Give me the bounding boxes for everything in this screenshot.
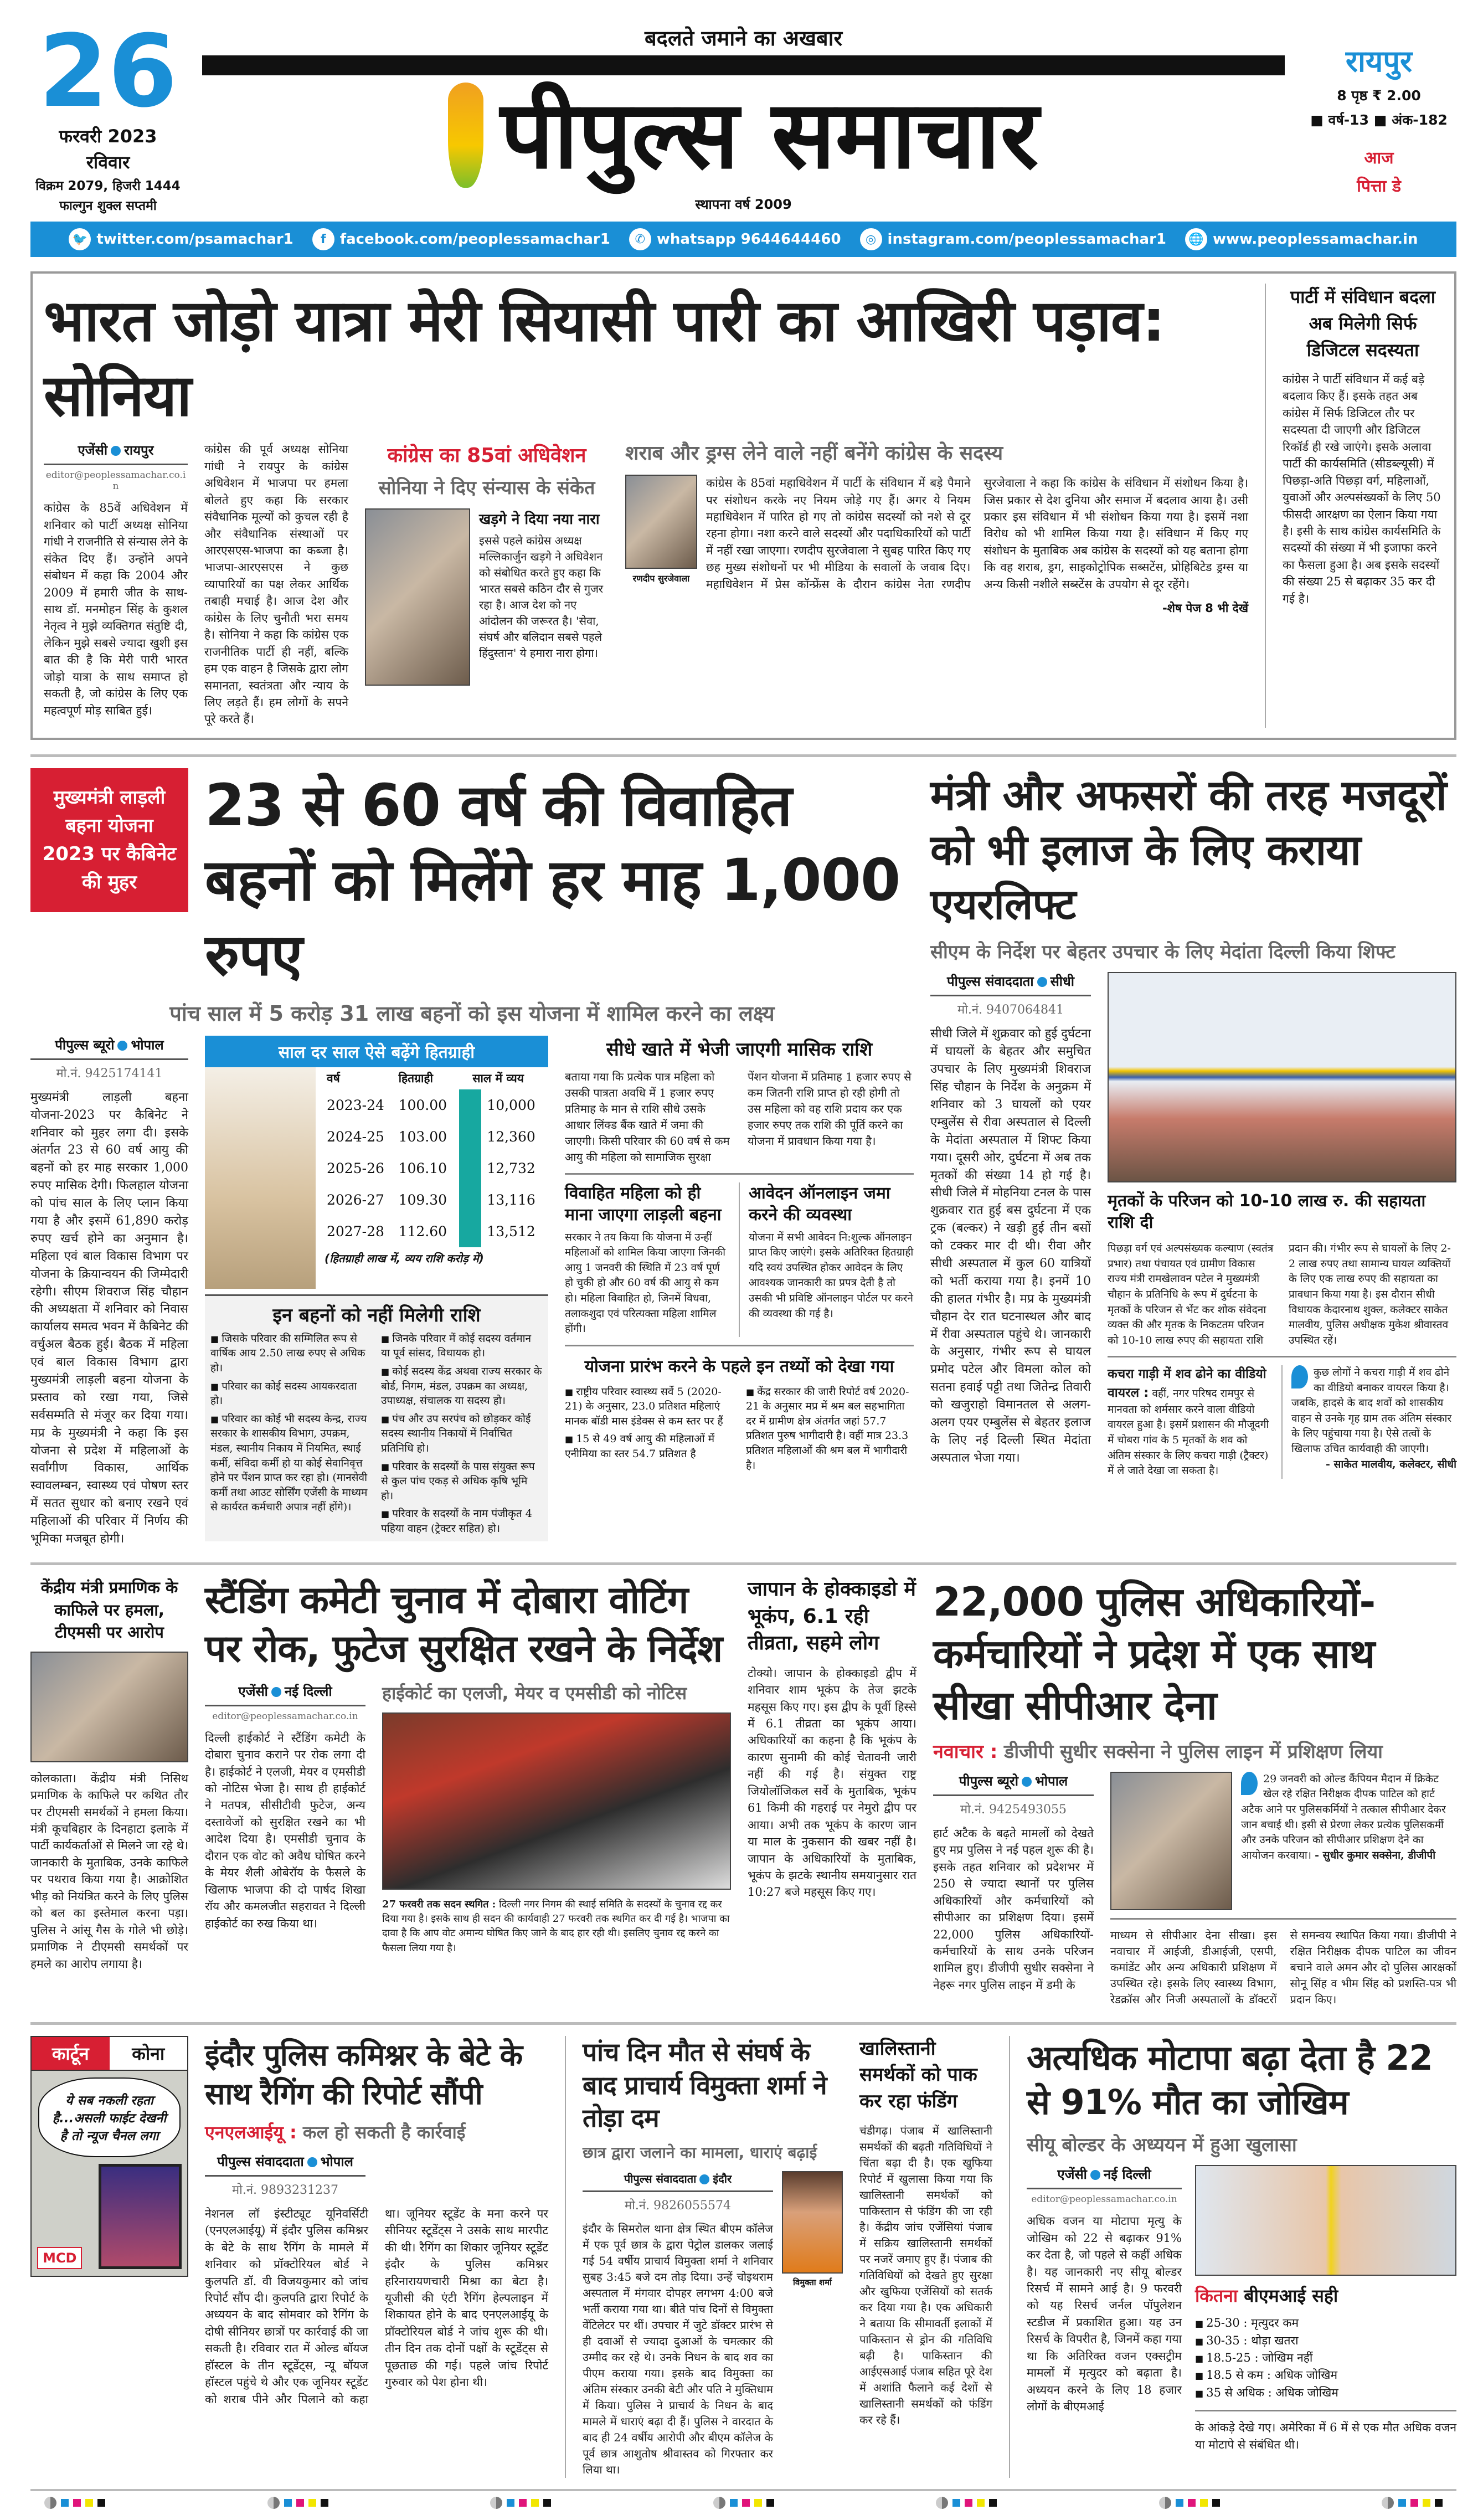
social-bar bbox=[30, 222, 1456, 257]
beneficiary-table-box bbox=[205, 1036, 548, 1289]
nlu-body: नेशनल लॉ इंस्टीट्यूट यूनिवर्सिटी (एनएलआईयू) में इंदौर पुलिस कमिश्नर के बेटे के साथ रैगिंग के मामले में शनिवार को प्रॉक्टोरियल बोर्ड ने कुलपति डॉ. वी विजयकुमार को जांच रिपोर्ट सौंप दी। कुलपति द्वारा रिपोर्ट के अध्ययन के बाद सोमवार को रैगिंग के दोषी सीनियर छात्रों पर कार्रवाई की जा सकती है। रविवार रात में ओल्ड बॉयज हॉस्टल के तीन स्टूडेंट्स, न्यू बॉयज हॉस्टल पहुंचे थे और एक जूनियर स्टूडेंट को शराब पीने और पिलाने को कहा था। जूनियर स्टूडेंट के मना करने पर सीनियर स्टूडेंट्स ने उसके साथ मारपीट की थी। रैगिंग का शिकार जूनियर स्टूडेंट इंदौर के पुलिस कमिश्नर हरिनारायणचारी मिश्रा का बेटा है। यूजीसी की एंटी रैगिंग हेल्पलाइन में शिकायत होने के बाद एनएलआईयू के प्रॉक्टोरियल बोर्ड ने जांच शुरू की थी। तीन दिन तक दोनों पक्षों के स्टूडेंट्स से पूछताछ की गई। पहले जांच रिपोर्ट गुरुवार को पेश होना थी। bbox=[205, 2207, 548, 2406]
byline-mobile: मो.नं. 9893231237 bbox=[231, 2183, 338, 2197]
tv-screen-illustration bbox=[99, 2164, 182, 2269]
color-registration-mark bbox=[936, 2497, 997, 2509]
byline-mobile: मो.नं. 9425493055 bbox=[960, 1802, 1067, 1817]
registration-marks bbox=[30, 2497, 1456, 2509]
lead-byline bbox=[44, 441, 188, 492]
airlift-story bbox=[930, 768, 1456, 1479]
quote-attribution: - साकेत मालवीय, कलेक्टर, सीधी bbox=[1326, 1458, 1456, 1470]
quote-text: 29 जनवरी को ओल्ड कैंपियन मैदान में क्रिकेट खेल रहे रक्षित निरीक्षक दीपक पाटिल को हार्ट अटैक आने पर पुलिसकर्मियों ने तत्काल सीपीआर देकर जान बचाई थी। इसी से प्रेरणा लेकर प्रत्येक पुलिसकर्मी और उनके परिजन को सीपीआर प्रशिक्षण देने का आयोजन करवाया। bbox=[1241, 1772, 1446, 1861]
air-ambulance-photo bbox=[1108, 972, 1456, 1182]
cartoon-label-red: कार्टून bbox=[32, 2037, 110, 2070]
byline-agency: पीपुल्स संवाददाता bbox=[624, 2172, 697, 2185]
ladli-col1 bbox=[30, 1036, 188, 1548]
married-head: विवाहित महिला को ही माना जाएगा लाड़ली बहना bbox=[565, 1183, 722, 1225]
principal-headline[interactable]: पांच दिन मौत से संघर्ष के बाद प्राचार्य विमुक्ता शर्मा ने तोड़ा दम bbox=[583, 2036, 827, 2133]
khalistan-story bbox=[859, 2036, 992, 2428]
collector-quote bbox=[1291, 1365, 1456, 1472]
lead-kicker-red: कांग्रेस का 85वां अधिवेशन bbox=[387, 444, 586, 467]
today-value: पित्ता डे bbox=[1357, 177, 1401, 196]
lead-columns bbox=[44, 441, 1248, 727]
established: स्थापना वर्ष 2009 bbox=[695, 196, 792, 212]
vikram-samvat: विक्रम 2079, हिजरी 1444 bbox=[35, 179, 181, 193]
color-registration-mark bbox=[267, 2497, 328, 2509]
table-row bbox=[325, 1089, 548, 1121]
waist-measure-photo bbox=[1195, 2165, 1456, 2276]
divider bbox=[565, 1173, 914, 1175]
side-body: कांग्रेस ने पार्टी संविधान में कई बड़े बदलाव किए हैं। इसके तहत अब कांग्रेस में सिर्फ डिजिटल तौर पर सदस्यता दी जाएगी और डिजिटल रिकॉर्ड ही रखे जाएंगे। इसके अलावा पार्टी की कार्यसमिति (सीडब्ल्यूसी) में पिछड़ा-अति पिछड़ा वर्ग, महिलाओं, युवाओं और अल्पसंख्यकों के लिए 50 फीसदी आरक्षण का ऐलान किया गया है। इसी के साथ कांग्रेस कार्यसमिति के सदस्यों की संख्या में भी इजाफा करने का फैसला हुआ है। अब इसके सदस्यों की संख्या 25 से बढ़ाकर 35 कर दी गई है। bbox=[1283, 373, 1441, 605]
list-item: ■ परिवार के सदस्यों के पास संयुक्त रूप से कुल पांच एकड़ से अधिक कृषि भूमि हो। bbox=[381, 1459, 543, 1504]
kharge-head: खड़गे ने दिया नया नारा bbox=[479, 511, 600, 528]
byline-agency: पीपुल्स ब्यूरो bbox=[959, 1773, 1018, 1789]
lead-story-box bbox=[30, 271, 1456, 740]
excluded-list bbox=[210, 1331, 543, 1536]
globe-icon: 🌐 bbox=[1185, 228, 1207, 250]
police-body: हार्ट अटैक के बढ़ते मामलों को देखते हुए मप्र पुलिस ने नई पहल शुरू की है। इसके तहत शनिवार को प्रदेशभर में 250 से ज्यादा स्थानों पर पुलिस अधिकारियों और कर्मचारियों को सीपीआर का प्रशिक्षण दिया। इसमें 22,000 पुलिस अधिकारियों-कर्मचारियों के साथ उनके परिजन शामिल हुए। डीजीपी सुधीर सक्सेना ने नेहरू नगर पुलिस लाइन में डमी के bbox=[933, 1826, 1094, 1992]
drugs-body: कांग्रेस के 85वां महाधिवेशन में पार्टी के संविधान में बड़े पैमाने पर संशोधन करके नए नियम जोड़े गए हैं। अगर ये नियम महाधिवेशन में पारित हो गए तो कांग्रेस सदस्यों को नशे से दूर रहना होगा। नशा करने वाले सदस्यों और पदाधिकारियों को पार्टी में नहीं रखा जाएगा। रणदीप सुरजेवाला ने सुबह पारित किए गए छह मुख्य संशोधनों पर भी मीडिया के सवालों के जवाब दिए। महाधिवेशन में प्रेस कॉन्फ्रेंस के दौरान कांग्रेस नेता रणदीप सुरजेवाला ने कहा कि कांग्रेस के संविधान में संशोधन किया है। जिस प्रकार से देश दुनिया और समाज में बदलाव आया है। उसी प्रकार इस संविधान में भी संशोधन किया गया है। इसमें नशा विरोध को भी शामिल किया गया है। संविधान में किए गए संशोधन के मुताबिक अब कांग्रेस के सदस्यों को यह बताना होगा कि वह शराब, ड्रग, साइकोट्रोपिक सब्सटेंस, प्रोहिबिटेड ड्रग्स या अन्य किसी नशीले सब्स्टेंस के उपयोग से दूर रहेंगे। bbox=[706, 476, 1248, 591]
cartoon-box bbox=[30, 2036, 188, 2277]
list-item: ■ 25-30 : मृत्युदर कम bbox=[1195, 2315, 1456, 2331]
ladli-top bbox=[30, 768, 914, 993]
list-item: ■ 30-35 : थोड़ा खतरा bbox=[1195, 2333, 1456, 2349]
mcd-house-photo bbox=[382, 1712, 731, 1890]
whatsapp-icon: ✆ bbox=[629, 228, 651, 250]
online-head: आवेदन ऑनलाइन जमा करने की व्यवस्था bbox=[749, 1183, 890, 1225]
surjewala-photo-block bbox=[625, 475, 697, 584]
byline-city: भोपाल bbox=[320, 2153, 353, 2169]
aid-head: मृतकों के परिजन को 10-10 लाख रु. की सहायता राशि दी bbox=[1108, 1191, 1426, 1233]
obesity-headline[interactable]: अत्यधिक मोटापा बढ़ा देता है 22 से 91% मौत का जोखिम bbox=[1027, 2037, 1433, 2123]
byline-agency: एजेंसी bbox=[1057, 2167, 1087, 2183]
khalistan-body: चंडीगढ़। पंजाब में खालिस्तानी समर्थकों की बढ़ती गतिविधियों ने चिंता बढ़ा दी है। एक खुफिया रिपोर्ट में खुलासा किया गया कि खालिस्तानी समर्थकों को पाकिस्तान से फंडिंग की जा रही है। केंद्रीय जांच एजेंसियां पंजाब में सक्रिय खालिस्तानी समर्थकों पर नजरें जमाए हुए हैं। पंजाब की गतिविधियों को देखते हुए सुरक्षा और खुफिया एजेंसियों को सतर्क कर दिया गया है। एक अधिकारी ने बताया कि सीमावर्ती इलाकों में पाकिस्तान से ड्रोन की गतिविधि बढ़ी है। पाकिस्तान की आईएसआई पंजाब सहित पूरे देश में अशांति फैलाने कई देशों से खालिस्तानी समर्थकों को फंडिंग कर रहे हैं। bbox=[859, 2123, 992, 2426]
airlift-col2 bbox=[1108, 972, 1456, 1478]
caption-bold: 27 फरवरी तक सदन स्थगित : bbox=[382, 1899, 496, 1911]
byline-agency: पीपुल्स संवाददाता bbox=[217, 2153, 304, 2169]
cm-photo bbox=[205, 1067, 316, 1289]
today-label: आज bbox=[1364, 148, 1394, 168]
divider bbox=[565, 1345, 914, 1346]
standing-subhead: हाईकोर्ट का एलजी, मेयर व एमसीडी को नोटिस bbox=[382, 1682, 687, 1704]
list-item: ■ 35 से अधिक : अधिक जोखिम bbox=[1195, 2385, 1456, 2401]
facts-list bbox=[565, 1385, 914, 1473]
table-row bbox=[325, 1153, 548, 1184]
standing-headline[interactable]: स्टैंडिंग कमेटी चुनाव में दोबारा वोटिंग पर रोक, फुटेज सुरक्षित रखने के निर्देश bbox=[205, 1578, 723, 1672]
lead-kicker-gray: सोनिया ने दिए संन्यास के संकेत bbox=[378, 477, 595, 500]
list-item: ■ परिवार का कोई भी सदस्य केन्द्र, राज्य सरकार के शासकीय विभाग, उपक्रम, मंडल, स्थानीय निकाय में नियमित, स्थाई कर्मी, संविदा कर्मी हो या कोई सेवानिवृत्त होने पर पेंशन प्राप्त कर रहा हो। (मानसेवी कर्मी तथा आउट सोर्सिंग एजेंसी के माध्यम से कार्यरत कर्मचारी अपात्र नहीं होंगे)। bbox=[210, 1412, 372, 1515]
social-link-text: whatsapp 9644644460 bbox=[656, 231, 841, 248]
quote-icon bbox=[1291, 1365, 1308, 1388]
table-cell: 106.10 bbox=[398, 1160, 447, 1176]
lead-col3 bbox=[365, 441, 609, 685]
police-byline bbox=[933, 1772, 1094, 1817]
list-item: ■ राष्ट्रीय परिवार स्वास्थ्य सर्वे 5 (2020-21) के अनुसार, 23.0 प्रतिशत महिलाएं मानक बॉडी मास इंडेक्स से कम स्तर पर हैं bbox=[565, 1385, 733, 1429]
tmc-headline[interactable]: केंद्रीय मंत्री प्रमाणिक के काफिले पर हमला, टीएमसी पर आरोप bbox=[40, 1577, 178, 1642]
tithi: फाल्गुन शुक्ल सप्तमी bbox=[59, 199, 157, 213]
ladli-col3 bbox=[565, 1036, 914, 1473]
divider bbox=[1009, 2036, 1010, 2478]
excluded-head: इन बहनों को नहीं मिलेगी राशि bbox=[272, 1304, 481, 1326]
list-item: ■ जिसके परिवार की सम्मिलित रूप से वार्षिक आय 2.50 लाख रुपए से अधिक हो। bbox=[210, 1331, 372, 1376]
masthead-logo[interactable] bbox=[202, 55, 1285, 192]
edition-city: रायपुर bbox=[1345, 44, 1413, 79]
lead-body-col1: कांग्रेस के 85वें अधिवेशन में शनिवार को पार्टी अध्यक्ष सोनिया गांधी ने राजनीति से संन्यास लेने के संकेत दिए हैं। उन्होंने अपने संबोधन में कहा कि 2004 और 2009 में हमारी जीत के साथ-साथ डॉ. मनमोहन सिंह के कुशल नेतृत्व ने मुझे व्यक्तिगत संतुष्टि दी, लेकिन मुझे सबसे ज्यादा खुशी इस बात की है कि मेरी पारी भारत जोड़ो यात्रा के साथ समाप्त हो सकती है, जो कांग्रेस के लिए एक महत्वपूर्ण मोड़ साबित हुई। bbox=[44, 501, 188, 717]
photo-caption: रणदीप सुरजेवाला bbox=[632, 573, 690, 584]
byline-email[interactable]: editor@peoplessamachar.co.in bbox=[45, 470, 186, 492]
byline-city: रायपुर bbox=[124, 443, 154, 459]
instagram-icon: ◎ bbox=[860, 228, 882, 250]
standing-columns bbox=[205, 1682, 731, 1956]
table-cell: 12,732 bbox=[470, 1153, 548, 1184]
police-body-2: माध्यम से सीपीआर देना सीखा। इस नवाचार में आईजी, डीआईजी, एसपी, कमांडेंट और अन्य अधिकारी प्रशिक्षण में उपस्थित रहे। इसके लिए स्वास्थ्य विभाग, रेडक्रॉस और निजी अस्पतालों के डॉक्टरों से समन्वय स्थापित किया गया। डीजीपी ने रक्षित निरीक्षक दीपक पाटिल का जीवन बचाने वाले अमन और दो पुलिस आरक्षकों सोनू सिंह व भीम सिंह को प्रशस्ति-पत्र भी प्रदान किए। bbox=[1110, 1928, 1456, 2006]
weekday: रविवार bbox=[86, 152, 130, 173]
khalistan-headline[interactable]: खालिस्तानी समर्थकों को पाक कर रहा फंडिंग bbox=[859, 2037, 977, 2113]
table-cell: 109.30 bbox=[398, 1191, 447, 1208]
video-body: वहीं, नगर परिषद रामपुर से मानवता को शर्मसार करने वाला वीडियो वायरल हुआ है। इसमें प्रशासन की मौजूदगी में चोबरा गांव के 5 मृतकों के शव को अंतिम संस्कार के लिए कचरा गाड़ी (ट्रैक्टर) में ले जाते देखा जा सकता है। bbox=[1108, 1387, 1269, 1477]
facts-head: योजना प्रारंभ करने के पहले इन तथ्यों को देखा गया bbox=[584, 1356, 894, 1376]
lead-main bbox=[44, 284, 1248, 728]
subhead-text: कल हो सकती है कार्रवाई bbox=[302, 2122, 466, 2143]
vimukta-sharma-photo bbox=[782, 2171, 843, 2274]
nlu-subhead bbox=[205, 2121, 548, 2144]
facebook-icon: f bbox=[312, 228, 334, 250]
byline-city: नई दिल्ली bbox=[284, 1683, 332, 1699]
byline-mobile: मो.नं. 9407064841 bbox=[957, 1003, 1064, 1017]
byline-city: इंदौर bbox=[713, 2172, 732, 2185]
mcd-sign: MCD bbox=[37, 2247, 82, 2269]
divider bbox=[1108, 1356, 1456, 1357]
cartoon-label: कोना bbox=[110, 2037, 188, 2070]
byline-city: नई दिल्ली bbox=[1103, 2167, 1151, 2183]
byline-city: सीधी bbox=[1050, 974, 1074, 990]
pages-price: 8 पृष्ठ ₹ 2.00 bbox=[1337, 88, 1421, 104]
airlift-col1 bbox=[930, 972, 1091, 1467]
airlift-byline bbox=[930, 972, 1091, 1017]
list-item: ■ जिनके परिवार में कोई सदस्य वर्तमान या पूर्व सांसद, विधायक हो। bbox=[381, 1331, 543, 1361]
divider bbox=[565, 2036, 566, 2478]
airlift-subhead: सीएम के निर्देश पर बेहतर उपचार के लिए मेदांता दिल्ली किया शिफ्ट bbox=[930, 941, 1396, 964]
japan-headline[interactable]: जापान के होक्काइडो में भूकंप, 6.1 रही तीव्रता, सहमे लोग bbox=[748, 1577, 916, 1655]
date-month-year: फरवरी 2023 bbox=[59, 126, 157, 147]
dgp-quote bbox=[1241, 1772, 1456, 1863]
police-story bbox=[933, 1576, 1456, 2008]
table-cell: 2027-28 bbox=[327, 1223, 384, 1240]
police-subhead bbox=[933, 1740, 1456, 1764]
social-link-text: facebook.com/peoplessamachar1 bbox=[339, 231, 610, 248]
table-cell: 2026-27 bbox=[327, 1191, 384, 1208]
bmi-head-text: बीएमआई सही bbox=[1244, 2285, 1338, 2307]
ladli-story bbox=[30, 768, 914, 1548]
color-registration-mark bbox=[490, 2497, 551, 2509]
airlift-headline[interactable]: मंत्री और अफसरों की तरह मजदूरों को भी इलाज के लिए कराया एयरलिफ्ट bbox=[930, 770, 1446, 929]
table-cell: 13,116 bbox=[470, 1184, 548, 1216]
social-link[interactable] bbox=[69, 228, 293, 250]
byline-city: भोपाल bbox=[1034, 1773, 1068, 1789]
table-cell: 13,512 bbox=[470, 1216, 548, 1247]
divider bbox=[739, 1182, 740, 1337]
list-item: ■ 15 से 49 वर्ष आयु की महिलाओं में एनीमिया का स्तर 54.7 प्रतिशत है bbox=[565, 1432, 733, 1461]
bmi-head-red: कितना bbox=[1195, 2285, 1238, 2307]
table-row bbox=[325, 1121, 548, 1153]
table-title: साल दर साल ऐसे बढ़ेंगे हितग्राही bbox=[205, 1036, 548, 1067]
standing-body: दिल्ली हाईकोर्ट ने स्टैंडिंग कमेटी के दोबारा चुनाव कराने पर रोक लगा दी है। हाईकोर्ट ने एलजी, मेयर व एमसीडी को नोटिस भेजा है। साथ ही हाईकोर्ट ने मतपत्र, सीसीटीवी फुटेज, अन्य दस्तावेजों को सुरक्षित रखने का भी आदेश दिया है। एमसीडी चुनाव के दौरान एक वोट को अवैध घोषित करने के मेयर शैली ओबेरॉय के फैसले के खिलाफ भाजपा की दो पार्षद शिखा रॉय और कमलजीत सहरावत ने दिल्ली हाईकोर्ट का रुख किया था। bbox=[205, 1731, 365, 1930]
caption-text: दिल्ली नगर निगम की स्थाई समिति के सदस्यों के चुनाव रद्द कर दिया गया है। इसके साथ ही सदन की कार्यवाही 27 फरवरी तक स्थगित कर दी गई है। भाजपा का दावा है कि आप वोट अमान्य घोषित किए जाने के बाद हार रही थी। इसलिए चुनाव रद्द करने का फैसला लिया गया है। bbox=[382, 1899, 730, 1954]
list-item: ■ परिवार का कोई सदस्य आयकरदाता हो। bbox=[210, 1379, 372, 1408]
online-body: योजना में सभी आवेदन नि:शुल्क ऑनलाइन प्राप्त किए जाएंगे। इसके अतिरिक्त हितग्राही यदि स्वयं उपस्थित होकर आवेदन के लिए आवश्यक जानकारी का प्रपत्र देती है तो उसकी भी प्रविष्टि ऑनलाइन पोर्टल पर करने की व्यवस्था की गई है। bbox=[749, 1231, 914, 1320]
japan-story bbox=[748, 1576, 916, 1901]
column-header: वर्ष bbox=[327, 1071, 340, 1085]
table-row bbox=[325, 1216, 548, 1247]
table-cell: 12,360 bbox=[470, 1121, 548, 1153]
obesity-body: अधिक वजन या मोटापा मृत्यु के जोखिम को 22 से बढ़ाकर 91% कर देता है, जो पहले से कहीं अधिक है। यह जानकारी नए सीयू बोल्डर रिसर्च में सामने आई है। 9 फरवरी को यह रिसर्च जर्नल पॉपुलेशन स्टडीज में प्रकाशित हुआ। यह उन रिसर्च के विपरीत है, जिनमें कहा गया था कि अतिरिक्त वजन एक्सट्रीम मामलों में मृत्युदर को बढ़ाता है। अध्ययन करने के लिए 18 हजार लोगों के बीएमआई bbox=[1027, 2214, 1182, 2414]
speech-bubble: ये सब नकली रहता है...असली फाईट देखनी है तो न्यूज चैनल लगा bbox=[38, 2077, 181, 2157]
divider bbox=[1195, 2410, 1456, 2411]
ladli-red-box: मुख्यमंत्री लाड़ली बहना योजना 2023 पर कैबिनेट की मुहर bbox=[30, 768, 188, 912]
color-registration-mark bbox=[1382, 2497, 1443, 2509]
color-registration-mark bbox=[1159, 2497, 1220, 2509]
social-link[interactable] bbox=[312, 228, 610, 250]
principal-body: इंदौर के सिमरोल थाना क्षेत्र स्थित बीएम कॉलेज में एक पूर्व छात्र के द्वारा पेट्रोल डालकर जलाई गई 54 वर्षीय प्राचार्य विमुक्ता शर्मा ने शनिवार सुबह 3:45 बजे दम तोड़ दिया। उन्हें चोइथराम अस्पताल में मंगवार दोपहर लगभग 4:00 बजे भर्ती कराया गया था। बीते पांच दिनों से विमुक्ता वेंटिलेटर पर थीं। उपचार में जुटे डॉक्टर प्रारंभ से ही दवाओं से ज्यादा दुआओं के चमत्कार की उम्मीद कर रहे थे। उनके निधन के बाद शव का पीएम कराया गया। इसके बाद विमुक्ता का अंतिम संस्कार उनकी बेटी और पति ने मुक्तिधाम में किया। पुलिस ने प्राचार्य के निधन के बाद मामले में धाराएं बढ़ा दी हैं। पुलिस ने वारदात के बाद ही 24 वर्षीय आरोपी और बीएम कॉलेज के पूर्व छात्र आशुतोष श्रीवास्तव को गिरफ्तार कर लिया था। bbox=[583, 2221, 774, 2476]
lead-body-col2: कांग्रेस की पूर्व अध्यक्ष सोनिया गांधी ने रायपुर के कांग्रेस अधिवेशन में भाजपा पर हमला बोलते हुए कहा कि सरकार संवैधानिक मूल्यों को कुचल रही है और संवैधानिक संस्थाओं पर आरएसएस-भाजपा का कब्जा है। भाजपा-आरएसएस ने कुछ व्यापारियों का पक्ष लेकर आर्थिक तबाही मचाई है। आज देश और कांग्रेस के लिए चुनौती भरा समय है। सोनिया ने कहा कि कांग्रेस एक राजनीतिक पार्टी ही नहीं, बल्कि हम एक वाहन है जिसके द्वारा लोग समानता, स्वतंत्रता और न्याय के लिए लड़ते हैं। हम लोगों के सपने पूरे करते हैं। bbox=[204, 443, 348, 726]
aid-body: पिछड़ा वर्ग एवं अल्पसंख्यक कल्याण (स्वतंत्र प्रभार) तथा पंचायत एवं ग्रामीण विकास राज्य मंत्री रामखेलावन पटेल ने मुख्यमंत्री चौहान के प्रतिनिधि के रूप में दुर्घटना के मृतकों के परिजन से भेंट कर शोक संवेदना व्यक्त की और मृतक के निकटतम परिजन को 10-10 लाख रुपए की सहायता राशि प्रदान की। गंभीर रूप से घायलों के लिए 2-2 लाख रुपए तथा सामान्य घायल व्यक्तियों के लिए एक लाख रुपए की सहायता का प्रावधान किया गया है। इस दौरान सीधी विधायक केदारनाथ शुक्ल, कलेक्टर साकेत मालवीय, पुलिस अधीक्षक मुकेश श्रीवास्तव उपस्थित रहें। bbox=[1108, 1242, 1451, 1346]
table-cell: 103.00 bbox=[398, 1128, 447, 1145]
twitter-icon: 🐦 bbox=[69, 228, 91, 250]
principal-byline bbox=[583, 2171, 773, 2213]
list-item: ■ केंद्र सरकार की जारी रिपोर्ट वर्ष 2020-21 के अनुसार मप्र में श्रम बल सहभागिता दर में ग्रामीण क्षेत्र अंतर्गत जहां 57.7 प्रतिशत पुरुष भागीदारी है। वहीं मात्र 23.3 प्रतिशत महिलाओं की श्रम बल में भागीदारी है। bbox=[746, 1385, 914, 1473]
byline-mobile: मो.नं. 9425174141 bbox=[56, 1066, 163, 1081]
ladli-byline bbox=[30, 1036, 188, 1081]
byline-email[interactable]: editor@peoplessamachar.co.in bbox=[1031, 2194, 1177, 2205]
date-day: 26 bbox=[38, 14, 178, 130]
lead-headline[interactable]: भारत जोड़ो यात्रा मेरी सियासी पारी का आखिरी पड़ाव: सोनिया bbox=[44, 287, 1165, 430]
color-registration-mark bbox=[44, 2497, 105, 2509]
column-header: हितग्राही bbox=[398, 1071, 433, 1085]
obesity-subhead: सीयू बोल्डर के अध्ययन में हुआ खुलासा bbox=[1027, 2134, 1297, 2157]
airlift-columns bbox=[930, 972, 1456, 1478]
beneficiary-table bbox=[325, 1067, 548, 1247]
table-cell: 2024-25 bbox=[327, 1128, 384, 1145]
table-row bbox=[325, 1184, 548, 1216]
byline-email[interactable]: editor@peoplessamachar.co.in bbox=[212, 1710, 358, 1722]
masthead-center bbox=[202, 23, 1285, 213]
ladli-body: मुख्यमंत्री लाड़ली बहना योजना-2023 पर कैबिनेट ने शनिवार को मुहर लगा दी। इसके अंतर्गत 23 से 60 वर्ष आयु की बहनों को हर माह सरकार 1,000 रुपए मासिक देगी। फिलहाल योजना को पांच साल के लिए प्लान किया गया है और इसमें 61,890 करोड़ रुपए खर्च होने का अनुमान है। महिला एवं बाल विकास विभाग पर योजना के क्रियान्वयन की जिम्मेदारी रहेगी। सीएम शिवराज सिंह चौहान की अध्यक्षता में शनिवार को निवास कार्यालय समत्व भवन में कैबिनेट की वर्चुअल बैठक हुई। बैठक में महिला एवं बाल विकास विभाग द्वारा मुख्यमंत्री लाड़ली बहना योजना के प्रस्ताव को रखा गया, जिसे सर्वसम्मति से मंजूर कर दिया गया। मप्र के मुख्यमंत्री ने कहा कि इस योजना से प्रदेश में महिलाओं के सर्वांगीण विकास, आर्थिक स्वावलम्बन, स्वास्थ्य एवं पोषण स्तर में सतत सुधार को बनाए रखने एवं महिलाओं की परिवार में निर्णय की भूमिका मजबूत होगी। bbox=[30, 1090, 188, 1546]
account-body: बताया गया कि प्रत्येक पात्र महिला को उसकी पात्रता अवधि में 1 हजार रुपए प्रतिमाह के मान से राशि सीधे उसके आधार लिंक्ड बैंक खाते में जमा की जाएगी। किसी परिवार की 60 वर्ष से कम आयु की महिला को सामाजिक सुरक्षा पेंशन योजना में प्रतिमाह 1 हजार रुपए से कम जितनी राशि प्राप्त हो रही होगी तो उस महिला को वह राशि प्रदाय कर एक हजार रुपए तक राशि की पूर्ति करने का योजना में प्रावधान किया गया है। bbox=[565, 1069, 912, 1164]
social-link-text: twitter.com/psamachar1 bbox=[96, 231, 293, 248]
ladli-columns bbox=[30, 1036, 914, 1548]
tagline: बदलते जमाने का अखबार bbox=[644, 25, 843, 50]
edition-info bbox=[1301, 39, 1456, 197]
social-link-text: www.peoplessamachar.in bbox=[1213, 231, 1418, 248]
divider bbox=[1281, 1365, 1283, 1478]
table-cell: 112.60 bbox=[398, 1223, 447, 1240]
excluded-box bbox=[205, 1294, 548, 1542]
section-ladli-airlift bbox=[30, 754, 1456, 1548]
police-headline[interactable]: 22,000 पुलिस अधिकारियों-कर्मचारियों ने प्रदेश में एक साथ सीखा सीपीआर देना bbox=[933, 1578, 1376, 1729]
nlu-headline[interactable]: इंदौर पुलिस कमिश्नर के बेटे के साथ रैगिंग की रिपोर्ट सौंपी bbox=[205, 2037, 523, 2112]
quote-text: कुछ लोगों ने कचरा गाड़ी में शव ढोने का वीडियो बनाकर वायरल किया है। जबकि, हादसे के बाद शवों को शासकीय वाहन से उनके गृह ग्राम तक अंतिम संस्कार के लिए पहुंचाया गया है। ऐसे तत्वों के खिलाफ उचित कार्यवाही की जाएगी। bbox=[1291, 1366, 1452, 1455]
byline-agency: एजेंसी bbox=[238, 1683, 268, 1699]
list-item: ■ पंच और उप सरपंच को छोड़कर कोई सदस्य स्थानीय निकायों में निर्वाचित प्रतिनिधि हो। bbox=[381, 1412, 543, 1456]
subhead-label: एनएलआईयू : bbox=[205, 2122, 297, 2143]
obesity-story bbox=[1027, 2036, 1456, 2453]
subhead-label: नवाचार : bbox=[933, 1740, 998, 1763]
byline-mobile: मो.नं. 9826055574 bbox=[624, 2198, 731, 2213]
lead-col4 bbox=[625, 441, 1248, 616]
byline-agency: पीपुल्स ब्यूरो bbox=[55, 1037, 115, 1053]
list-item: ■ परिवार के सदस्यों के नाम पंजीकृत 4 पहिया वाहन (ट्रेक्टर सहित) हो। bbox=[381, 1506, 543, 1536]
side-head[interactable]: पार्टी में संविधान बदला अब मिलेगी सिर्फ डिजिटल सदस्यता bbox=[1290, 286, 1436, 361]
surjewala-photo bbox=[625, 475, 697, 569]
drugs-head[interactable]: शराब और ड्रग्स लेने वाले नहीं बनेंगे कांग्रेस के सदस्य bbox=[625, 442, 1003, 465]
divider bbox=[1265, 284, 1266, 728]
kharge-body: इससे पहले कांग्रेस अध्यक्ष मल्लिकार्जुन खड़गे ने अधिवेशन को संबोधित करते हुए कहा कि भारत सबसे कठिन दौर से गुजर रहा है। आज देश को नए आंदोलन की जरूरत है। 'सेवा, संघर्ष और बलिदान सबसे पहले हिंदुस्तान' ये हमारा नारा होगा। bbox=[479, 533, 604, 660]
standing-caption bbox=[382, 1897, 731, 1955]
tmc-story bbox=[30, 1576, 188, 1972]
nlu-byline bbox=[205, 2152, 365, 2198]
byline-city: भोपाल bbox=[131, 1037, 164, 1053]
sonia-gandhi-photo bbox=[365, 508, 470, 686]
table-note: (हितग्राही लाख में, व्यय राशि करोड़ में) bbox=[325, 1251, 484, 1265]
dateline bbox=[30, 14, 186, 214]
married-body: सरकार ने तय किया कि योजना में उन्हीं महिलाओं को शामिल किया जाएगा जिनकी आयु 1 जनवरी की स्थिति में 23 वर्ष पूर्ण हो चुकी हो और 60 वर्ष की आयु से कम हो। महिला विवाहित हो, जिनमें विधवा, तलाकशुदा एवं परित्यक्ता महिला शामिल होंगी। bbox=[565, 1231, 725, 1335]
social-link[interactable] bbox=[1185, 228, 1418, 250]
ladli-subhead: पांच साल में 5 करोड़ 31 लाख बहनों को इस योजना में शामिल करने का लक्ष्य bbox=[169, 1001, 775, 1026]
bmi-list bbox=[1195, 2315, 1456, 2402]
list-item: ■ 18.5 से कम : अधिक जोखिम bbox=[1195, 2367, 1456, 2383]
lead-col1 bbox=[44, 441, 188, 719]
bmi-head bbox=[1195, 2284, 1456, 2307]
subhead-text: डीजीपी सुधीर सक्सेना ने पुलिस लाइन में प्रशिक्षण लिया bbox=[1004, 1740, 1383, 1763]
kharge-block bbox=[365, 508, 609, 686]
table-cell: 2025-26 bbox=[327, 1160, 384, 1176]
obesity-body-2: के आंकड़े देखे गए। अमेरिका में 6 में से एक मौत अधिक वजन या मोटापे से संबंधित थी। bbox=[1195, 2421, 1456, 2451]
video-story bbox=[1108, 1365, 1273, 1478]
column-header: साल में व्यय bbox=[472, 1071, 524, 1085]
standing-story bbox=[205, 1576, 731, 1956]
principal-story bbox=[583, 2036, 843, 2478]
logo-text: पीपुल्स समाचार bbox=[500, 80, 1039, 190]
volume-issue: ■ वर्ष-13 ■ अंक-182 bbox=[1310, 112, 1448, 128]
standing-byline bbox=[205, 1682, 365, 1722]
social-link[interactable] bbox=[629, 228, 841, 250]
drugs-block bbox=[625, 475, 1248, 593]
list-item: ■ कोई सदस्य केंद्र अथवा राज्य सरकार के बोर्ड, निगम, मंडल, उपक्रम का अध्यक्ष, उपाध्यक्ष, संचालक या सदस्य हो। bbox=[381, 1364, 543, 1408]
table-cell: 10,000 bbox=[470, 1089, 548, 1121]
japan-body: टोक्यो। जापान के होक्काइडो द्वीप में शनिवार शाम भूकंप के तेज झटके महसूस किए गए। इस द्वीप के पूर्वी हिस्से में 6.1 तीव्रता का भूकंप आया। अधिकारियों का कहना है कि भूकंप के कारण सुनामी की कोई चेतावनी जारी नहीं की गई है। संयुक्त राष्ट्र जियोलॉजिकल सर्वे के मुताबिक, भूकंप 61 किमी की गहराई पर नेमुरो द्वीप पर आया। अभी तक भूकंप के कारण जान या माल के नुकसान की खबर नहीं है। जापान के अधिकारियों के मुताबिक, भूकंप के झटके स्थानीय समयानुसार रात 10:27 बजे महसूस किए गए। bbox=[748, 1666, 916, 1899]
tmc-body: कोलकाता। केंद्रीय मंत्री निसिथ प्रमाणिक के काफिले पर कथित तौर पर टीएमसी समर्थकों ने हमला किया। मंत्री कूचबिहार के दिनहाटा इलाके में पार्टी कार्यकर्ताओं से मिलने जा रहे थे। जानकारी के मुताबिक, उनके काफिले पर पथराव किया गया है। आक्रोशित भीड़ को नियंत्रित करने के लिए पुलिस को बल का इस्तेमाल करना पड़ा। पुलिस ने आंसू गैस के गोले भी छोड़े। प्रमाणिक ने टीएमसी समर्थकों पर हमले का आरोप लगाया है। bbox=[30, 1771, 188, 1971]
lead-sidebar bbox=[1283, 284, 1443, 607]
ladli-col2 bbox=[205, 1036, 548, 1542]
account-head: सीधे खाते में भेजी जाएगी मासिक राशि bbox=[606, 1038, 873, 1061]
byline-agency: एजेंसी bbox=[78, 443, 108, 459]
ladli-headline[interactable]: 23 से 60 वर्ष की विवाहित बहनों को मिलेंगे हर माह 1,000 रुपए bbox=[205, 771, 900, 989]
table-cell: 100.00 bbox=[398, 1097, 447, 1113]
nlu-story bbox=[205, 2036, 548, 2408]
quote-attribution: - सुधीर कुमार सक्सेना, डीजीपी bbox=[1315, 1849, 1436, 1861]
obesity-byline bbox=[1027, 2165, 1182, 2205]
social-link-text: instagram.com/peoplessamachar1 bbox=[887, 231, 1167, 248]
list-item: ■ 18.5-25 : जोखिम नहीं bbox=[1195, 2350, 1456, 2366]
continued-note: -शेष पेज 8 भी देखें bbox=[1162, 601, 1248, 615]
video-head: कचरा गाड़ी में शव ढोने का वीडियो वायरल : bbox=[1108, 1367, 1266, 1400]
divider bbox=[1110, 1918, 1456, 1920]
dgp-cpr-photo bbox=[1110, 1772, 1232, 1910]
byline-agency: पीपुल्स संवाददाता bbox=[947, 974, 1034, 990]
table-cell: 2023-24 bbox=[327, 1097, 384, 1113]
section-4 bbox=[30, 2022, 1456, 2478]
police-columns bbox=[933, 1772, 1456, 2008]
social-link[interactable] bbox=[860, 228, 1166, 250]
photo-caption: विमुक्ता शर्मा bbox=[793, 2277, 832, 2287]
masthead bbox=[30, 14, 1456, 214]
principal-subhead: छात्र द्वारा जलाने का मामला, धाराएं बढ़ाई bbox=[583, 2143, 817, 2162]
color-registration-mark bbox=[713, 2497, 774, 2509]
quote-icon bbox=[1241, 1772, 1258, 1795]
pen-emblem-icon bbox=[448, 83, 483, 188]
section-3 bbox=[30, 1562, 1456, 2008]
airlift-body: सीधी जिले में शुक्रवार को हुई दुर्घटना में घायलों के बेहतर और समुचित उपचार के लिए मुख्यमंत्री शिवराज सिंह चौहान के निर्देश के अनुक्रम में शनिवार को 3 घायलों को एयर एम्बुलेंस से रीवा अस्पताल से दिल्ली के मेदांता अस्पताल में शिफ्ट किया गया। दूसरी ओर, दुर्घटना में अब तक मृतकों की संख्या 14 हो गई है। सीधी जिले में मोहनिया टनल के पास शुक्रवार रात हुई बस दुर्घटना में एक ट्रक (बल्कर) ने खड़ी हुई तीन बसों को टक्कर मार दी थी। रीवा और सीधी अस्पताल में कुल 60 यात्रियों को भर्ती कराया गया है। इनमें 10 की हालत गंभीर है। मप्र के मुख्यमंत्री चौहान देर रात घटनास्थल और बाद में रीवा अस्पताल पहुंचे थे। जानकारी के अनुसार, गंभीर रूप से घायल प्रमोद पटेल और विमला कोल को सतना हवाई पट्टी तथा जितेन्द्र तिवारी को खजुराहो विमानतल से अलग-अलग एयर एम्बुलेंस से बेहतर इलाज के लिए नई दिल्ली स्थित मेदांता अस्पताल भेजा गया। bbox=[930, 1027, 1091, 1465]
tmc-photo bbox=[30, 1652, 188, 1762]
page-bottom-rule bbox=[30, 2489, 1456, 2491]
table-header-row bbox=[325, 1067, 548, 1089]
